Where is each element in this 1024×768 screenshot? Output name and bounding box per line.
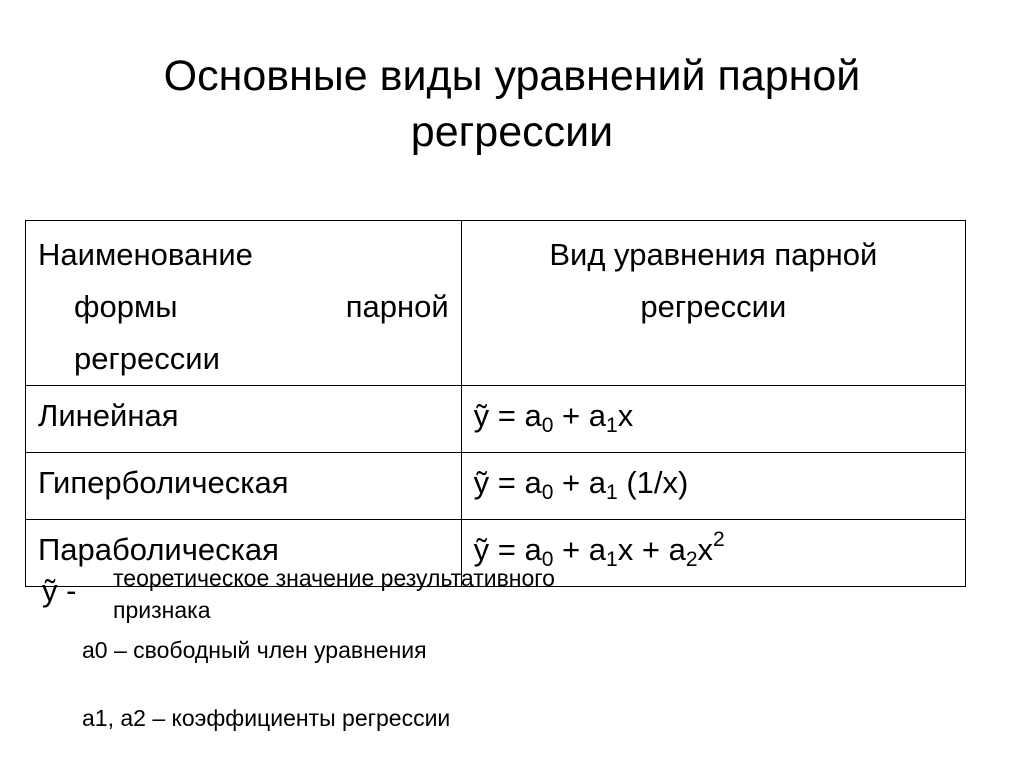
slide-title-line2: регрессии xyxy=(410,108,614,156)
header-cell-form-name xyxy=(26,221,462,386)
eq-equals: = xyxy=(489,532,525,567)
eq-a0: a xyxy=(524,465,542,500)
legend-text xyxy=(113,562,555,626)
eq-equals: = xyxy=(489,398,525,433)
eq-equals: = xyxy=(489,465,525,500)
header-cell-equation-type xyxy=(461,221,965,386)
eq-a0: a xyxy=(524,398,542,433)
header-col1-line1: Наименование xyxy=(38,237,253,272)
eq-sub0: 0 xyxy=(541,414,554,437)
note-a0: а0 – свободный член уравнения xyxy=(82,637,427,663)
legend-symbol: ỹ - xyxy=(42,573,77,608)
eq-a0: a xyxy=(524,532,542,567)
slide-title xyxy=(0,48,1024,160)
note-a1-a2: а1, а2 – коэффициенты регрессии xyxy=(82,705,451,731)
table-row-hyperbolic xyxy=(26,453,966,520)
eq-a1: a xyxy=(588,532,607,567)
header-col1-word1: формы xyxy=(74,289,178,324)
eq-plus: + xyxy=(553,532,589,567)
header-col2-line1: Вид уравнения парной xyxy=(549,237,878,272)
eq-a2: a xyxy=(668,532,686,567)
eq-y: ỹ xyxy=(473,465,490,500)
row-equation-cell xyxy=(461,453,965,520)
eq-x: x + xyxy=(617,532,669,567)
eq-plus: + xyxy=(553,398,589,433)
legend-text-line1: теоретическое значение результативного xyxy=(113,565,555,591)
eq-a1: a xyxy=(588,465,607,500)
eq-x2: x xyxy=(697,532,713,567)
table-row-linear xyxy=(26,386,966,453)
header-col1-line2 xyxy=(38,281,449,333)
eq-y: ỹ xyxy=(473,398,490,433)
eq-y: ỹ xyxy=(473,532,490,567)
header-col1-word2: парной xyxy=(345,289,449,324)
eq-a1: a xyxy=(588,398,607,433)
header-col2-line2: регрессии xyxy=(640,289,787,324)
row-name-cell: Параболическая xyxy=(26,520,462,587)
eq-sub2: 2 xyxy=(685,548,698,571)
row-name-cell: Гиперболическая xyxy=(26,453,462,520)
slide-title-line1: Основные виды уравнений парной xyxy=(163,52,861,100)
regression-table xyxy=(25,220,966,587)
eq-sub0: 0 xyxy=(541,481,554,504)
row-name-cell: Линейная xyxy=(26,386,462,453)
eq-plus: + xyxy=(553,465,589,500)
eq-sub1: 1 xyxy=(606,481,618,504)
eq-sub1: 1 xyxy=(606,548,618,571)
table-header-row xyxy=(26,221,966,386)
header-col1-line3: регрессии xyxy=(74,341,220,376)
legend-text-line2: признака xyxy=(113,597,211,623)
eq-sup2: 2 xyxy=(713,528,725,551)
row-equation-cell xyxy=(461,386,965,453)
eq-x: x xyxy=(617,398,634,433)
eq-sub1: 1 xyxy=(606,414,618,437)
eq-sub0: 0 xyxy=(541,548,554,571)
eq-x: (1/x) xyxy=(617,465,689,500)
